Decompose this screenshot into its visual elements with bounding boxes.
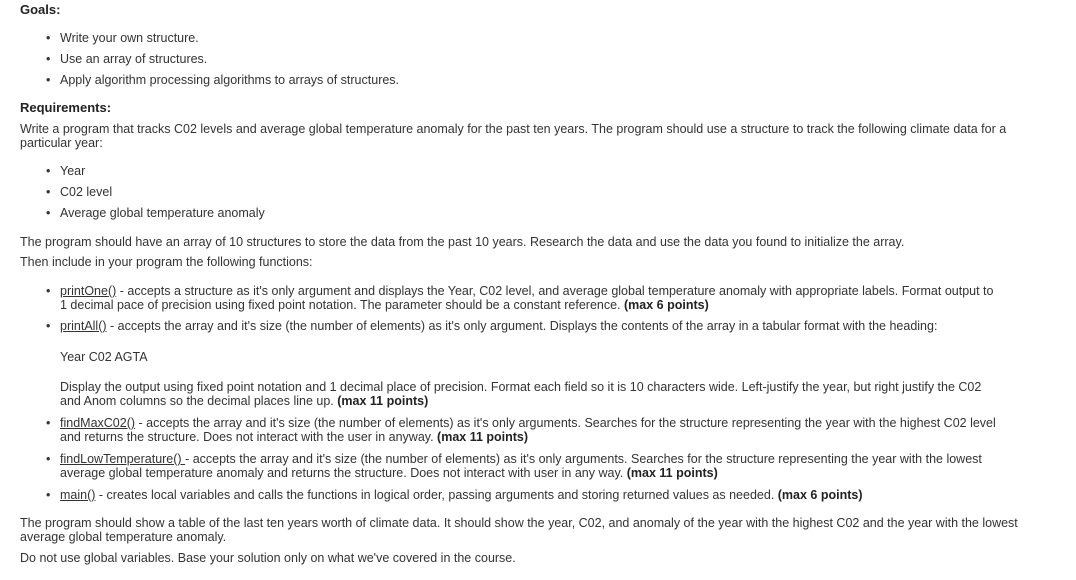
table-heading-example: Year C02 AGTA [60, 350, 148, 364]
points: (max 6 points) [777, 488, 863, 502]
goals-list [20, 31, 399, 87]
function-name: printOne() [60, 284, 117, 298]
array-paragraph: The program should have an array of 10 structures to store the data from the past 10 years. Research the data and use the data you found to initialize the array. [20, 235, 905, 249]
functions-list-continued [20, 416, 1020, 502]
function-desc: - creates local variables and calls the functions in logical order, passing arguments and storing returned values as needed. [95, 488, 778, 502]
requirements-heading: Requirements: [20, 100, 112, 115]
printall-details [20, 380, 1000, 408]
field-item: • Average global temperature anomaly [20, 206, 265, 220]
function-item-findmaxc02 [20, 416, 1005, 444]
field-item: • Year [20, 164, 265, 178]
points: (max 11 points) [626, 466, 718, 480]
goals-heading: Goals: [20, 2, 61, 17]
goal-item: • Use an array of structures. [20, 52, 399, 66]
points: (max 6 points) [624, 298, 709, 312]
field-item: • C02 level [20, 185, 265, 199]
points: (max 11 points) [437, 430, 529, 444]
function-item-printone [20, 284, 1000, 312]
function-item-main [20, 488, 1005, 502]
goal-item: • Apply algorithm processing algorithms to arrays of structures. [20, 73, 399, 87]
function-desc: - accepts the array and it's size (the number of elements) as it's only argument. Displays the contents of the array in a tabular format with the heading: [106, 319, 938, 333]
goal-item: • Write your own structure. [20, 31, 399, 45]
functions-list [20, 284, 1020, 333]
functions-intro: Then include in your program the following functions: [20, 255, 313, 269]
fields-list [20, 164, 265, 220]
requirements-intro: Write a program that tracks C02 levels and average global temperature anomaly for the past ten years. The program should use a structure to track the following climate data for a particular year: [20, 122, 1007, 150]
points: (max 11 points) [337, 394, 429, 408]
function-desc: - accepts a structure as it's only argument and displays the Year, C02 level, and average global temperature anomaly with appropriate labels. Format output to 1 decimal pace of precision using fixed point notation. The parameter should be a constant reference. [60, 284, 994, 312]
closing-paragraph: The program should show a table of the last ten years worth of climate data. It should show the year, C02, and anomaly of the year with the highest C02 and the year with the lowest average global temperature anomaly. [20, 516, 1018, 544]
function-item-findlowtemperature [20, 452, 1005, 480]
function-item-printall [20, 319, 1000, 333]
function-name: findLowTemperature() [60, 452, 186, 466]
final-paragraph: Do not use global variables. Base your solution only on what we've covered in the course. [20, 551, 516, 565]
function-name: findMaxC02() [60, 416, 136, 430]
function-desc: - accepts the array and it's size (the number of elements) as it's only arguments. Searches for the structure representing the year with the highest C02 level and returns the structure. Does not interact with the user in anyway. [60, 416, 996, 444]
function-name: main() [60, 488, 96, 502]
printall-extra: Display the output using fixed point notation and 1 decimal place of precision. Format each field so it is 10 characters wide. Left-justify the year, but right justify the C02 and Anom columns so the decimal places line up. [60, 380, 982, 408]
function-desc: - accepts the array and it's size (the number of elements) as it's only arguments. Searches for the structure representing the year with the lowest average global temperature anomaly and returns the structure. Does not interact with user in any way. [60, 452, 982, 480]
function-name: printAll() [60, 319, 107, 333]
